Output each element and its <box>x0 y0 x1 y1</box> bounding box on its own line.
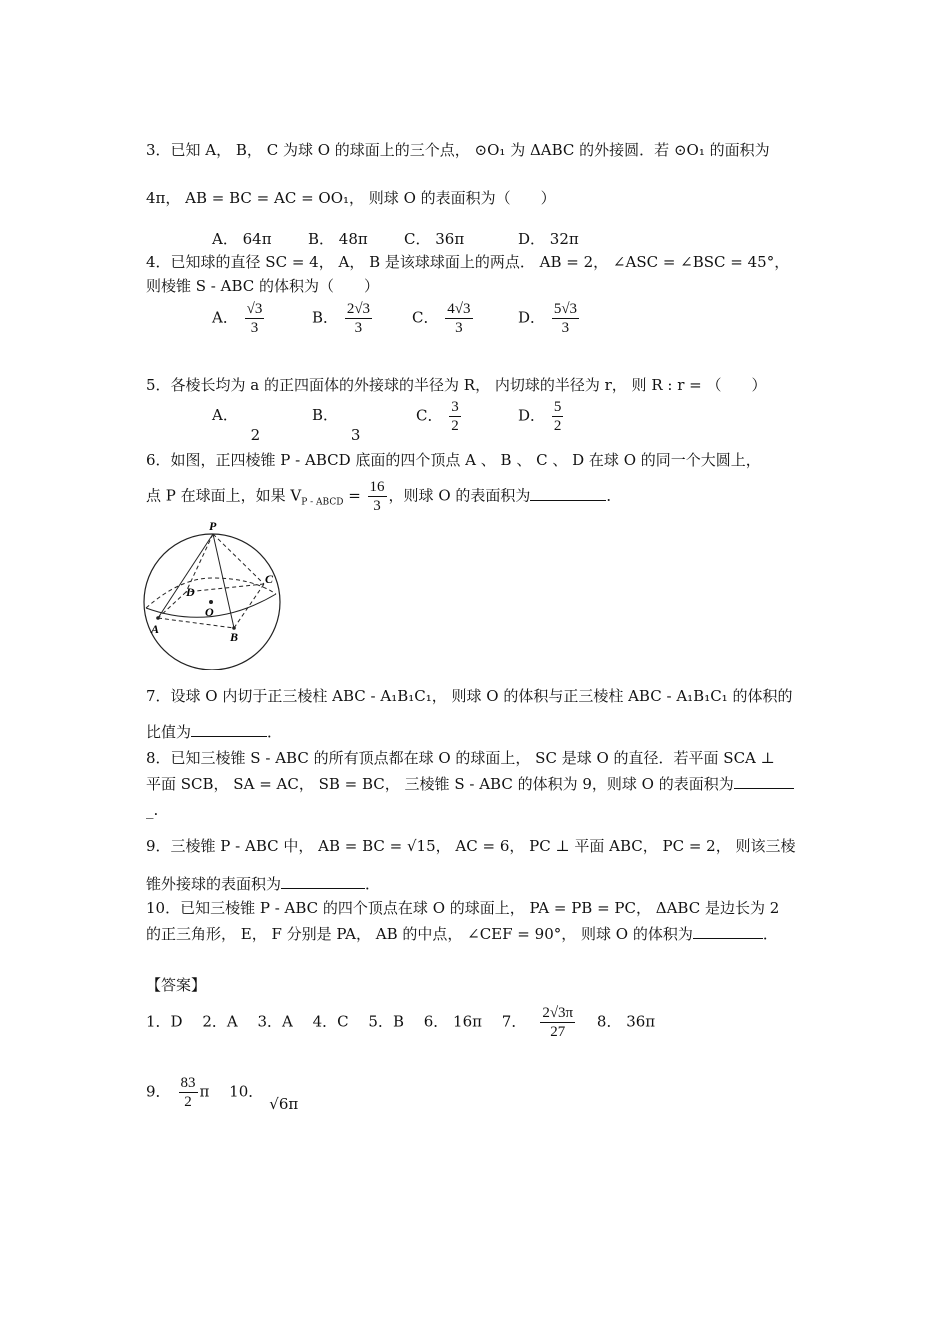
q3-option-a: A． 64π <box>212 230 272 248</box>
center-o-point <box>209 600 213 604</box>
q9-line2: 锥外接球的表面积为 ． <box>146 875 381 893</box>
label-d: D <box>186 585 195 599</box>
sphere-diagram <box>140 520 290 670</box>
q6-line2: 点 P 在球面上，如果 $V_{P - ABCD}$ = $\frac{16}{3}$ ，则球 O 的表面积为 ． <box>146 479 622 514</box>
answers-row-1: 1．D 2．A 3．A 4．C 5．B 6． 16π 7． $\frac{2√3\pi}{27}$ 8． 36π <box>146 1005 656 1040</box>
q10-line1: 10．已知三棱锥 P - ABC 的四个顶点在球 O 的球面上， PA = PB = PC， ΔABC 是边长为 2 <box>146 899 780 917</box>
label-p: P <box>209 520 217 533</box>
q5-option-a: A． 2 <box>212 406 261 444</box>
q4-line2: 则棱锥 S - ABC 的体积为（ ） <box>146 277 380 295</box>
label-c: C <box>265 572 274 586</box>
q6-line1: 6．如图，正四棱锥 P - ABCD 底面的四个顶点 A 、 B 、 C 、 D 在球 O 的同一个大圆上， <box>146 451 761 469</box>
edge-pd <box>186 534 213 592</box>
q3-line1: 3．已知 A， B， C 为球 O 的球面上的三个点， ⊙O₁ 为 ΔABC 的外接圆．若 ⊙O₁ 的面积为 <box>146 141 770 159</box>
q5-option-b: B． 3 <box>312 406 361 444</box>
q4-option-d: D． $\frac{5√3}{3}$ <box>518 301 578 336</box>
q5-option-d: D． $\frac{5}{2}$ <box>518 399 562 434</box>
q5-line1: 5．各棱长均为 a 的正四面体的外接球的半径为 R， 内切球的半径为 r， 则 R : r = （ ） <box>146 376 767 394</box>
q7-line1: 7．设球 O 内切于正三棱柱 ABC - A₁B₁C₁， 则球 O 的体积与正三棱柱 ABC - A₁B₁C₁ 的体积的 <box>146 687 793 705</box>
q4-line1: 4．已知球的直径 SC = 4， A， B 是该球球面上的两点． AB = 2， ∠ASC = ∠BSC = 45°， <box>146 253 790 271</box>
q3-option-d: D． 32π <box>518 230 579 248</box>
q10-line2: 的正三角形， E， F 分别是 PA， AB 的中点， ∠CEF = 90°， 则球 O 的体积为 ． <box>146 925 778 943</box>
edge-pb <box>213 534 234 628</box>
sphere-pyramid-figure <box>140 520 290 674</box>
vertex-a-point <box>156 616 160 620</box>
q8-line3: _. <box>146 801 159 819</box>
edge-bc <box>234 584 264 628</box>
q4-option-b: B． $\frac{2√3}{3}$ <box>312 301 371 336</box>
label-o: O <box>205 605 214 619</box>
q10-answer-blank[interactable] <box>693 924 763 939</box>
q8-line1: 8．已知三棱锥 S - ABC 的所有顶点都在球 O 的球面上， SC 是球 O 的直径．若平面 SCA ⊥ <box>146 749 775 767</box>
q8-line2: 平面 SCB， SA = AC， SB = BC， 三棱锥 S - ABC 的体积为 9，则球 O 的表面积为 <box>146 774 794 794</box>
q7-line2: 比值为 ． <box>146 723 283 741</box>
edge-ab <box>158 618 234 628</box>
q9-answer-blank[interactable] <box>281 874 365 889</box>
answers-heading: 【答案】 <box>146 976 207 994</box>
q8-answer-blank[interactable] <box>734 774 794 789</box>
answers-row-2: 9． $\frac{83}{2}$ π 10．√6π <box>146 1075 299 1113</box>
q7-answer-blank[interactable] <box>191 722 267 737</box>
q5-option-c: C． $\frac{3}{2}$ <box>416 399 459 434</box>
label-a: A <box>151 622 160 636</box>
q9-line1: 9．三棱锥 P - ABC 中， AB = BC = √15， AC = 6， PC ⊥ 平面 ABC， PC = 2， 则该三棱 <box>146 837 796 855</box>
q3-option-c: C． 36π <box>404 230 465 248</box>
q6-answer-blank[interactable] <box>530 486 606 501</box>
q3-line2: 4π， AB = BC = AC = OO₁， 则球 O 的表面积为（ ） <box>146 189 556 207</box>
label-b: B <box>230 630 239 644</box>
q4-option-a: A． $\frac{√3}{3}$ <box>212 301 263 336</box>
q3-option-b: B． 48π <box>308 230 368 248</box>
q4-option-c: C． $\frac{4√3}{3}$ <box>412 301 471 336</box>
edge-pc <box>213 534 264 584</box>
